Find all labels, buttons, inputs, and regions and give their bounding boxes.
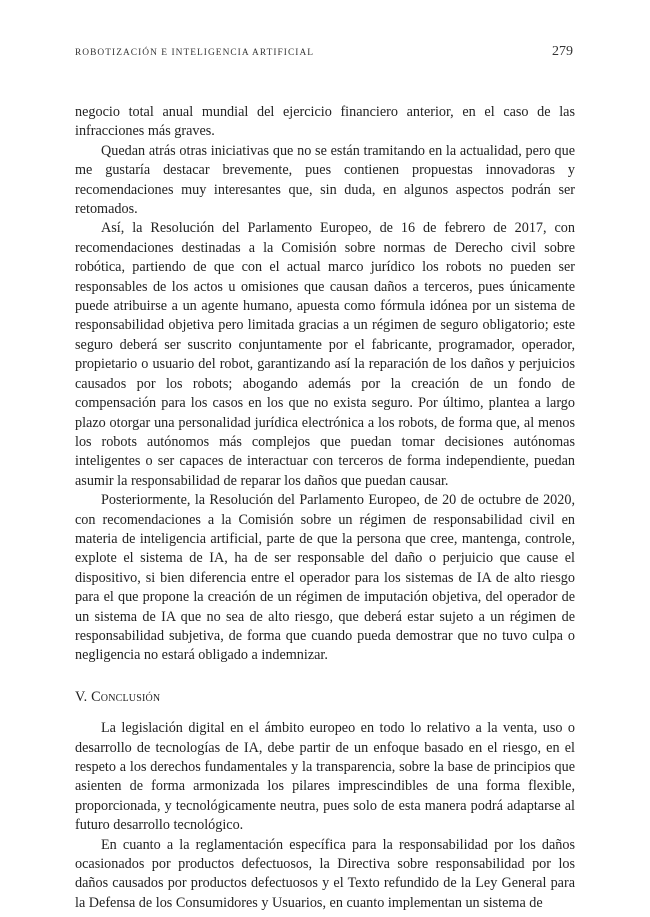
paragraph: En cuanto a la reglamentación específica para la responsabilidad por los daños ocasionados por productos defectuosos, la Directiva sobre responsabilidad por los daños causados por productos defectuosos y el Texto refundido de la Ley General para la Defensa de los Consumidores y Usuarios, en cuanto implementan un sistema de (75, 836, 575, 911)
paragraph: Posteriormente, la Resolución del Parlamento Europeo, de 20 de octubre de 2020, con recomendaciones a la Comisión sobre un régimen de responsabilidad civil en materia de inteligencia artificial, parte de que la persona que cree, mantenga, controle, explote el sistema de IA, ha de ser responsable del daño o perjuicio que cause el dispositivo, si bien diferencia entre el operador para los sistemas de IA de alto riesgo para el que propone la creación de un régimen de imputación objetiva, del operador de un sistema de IA que no sea de alto riesgo, que deberá estar sujeto a un régimen de responsabilidad subjetiva, de forma que cuando pueda demostrar que no tuvo culpa o negligencia no estará obligado a indemnizar. (75, 492, 575, 664)
running-title: ROBOTIZACIÓN E INTELIGENCIA ARTIFICIAL (75, 48, 315, 58)
page-body (75, 103, 575, 913)
paragraph-continuation: negocio total anual mundial del ejercicio financiero anterior, en el caso de las infracciones más graves. (75, 104, 575, 140)
paragraph: La legislación digital en el ámbito europeo en todo lo relativo a la venta, uso o desarrollo de tecnologías de IA, debe partir de un enfoque basado en el riesgo, en el respeto a los derechos fundamentales y la transparencia, sobre la base de principios que asienten de forma armonizada los pilares imprescindibles de una forma flexible, proporcionada, y tecnológicamente neutra, pues solo de esta manera podrá adaptarse al futuro desarrollo tecnológico. (75, 720, 575, 834)
running-header (75, 44, 573, 64)
paragraph: Quedan atrás otras iniciativas que no se están tramitando en la actualidad, pero que me gustaría destacar brevemente, pues contienen propuestas innovadoras y recomendaciones muy interesantes que, sin duda, en algunos aspectos podrán ser retomados. (75, 142, 575, 218)
section-heading: V. Conclusión (75, 688, 161, 705)
paragraph: Así, la Resolución del Parlamento Europeo, de 16 de febrero de 2017, con recomendaciones destinadas a la Comisión sobre normas de Derecho civil sobre robótica, partiendo de que con el actual marco jurídico los robots no pueden ser responsables de los actos u omisiones que causan daños a terceros, pues únicamente puede atribuirse a un agente humano, apuesta como fórmula idónea por un sistema de responsabilidad objetiva pero limitada gracias a un régimen de seguro obligatorio; este seguro deberá ser suscrito conjuntamente por el fabricante, programador, operador, propietario o usuario del robot, garantizando así la reparación de los daños y perjuicios causados por los robots; abogando además por la creación de un fondo de compensación para los casos en los que no exista seguro. Por último, plantea a largo plazo otorgar una personalidad jurídica electrónica a los robots, de forma que, al menos los robots autónomos más complejos que puedan tomar decisiones autónomas inteligentes o ser capaces de interactuar con terceros de forma independiente, puedan asumir la responsabilidad de reparar los daños que puedan causar. (75, 220, 575, 489)
page-number: 279 (552, 44, 573, 59)
